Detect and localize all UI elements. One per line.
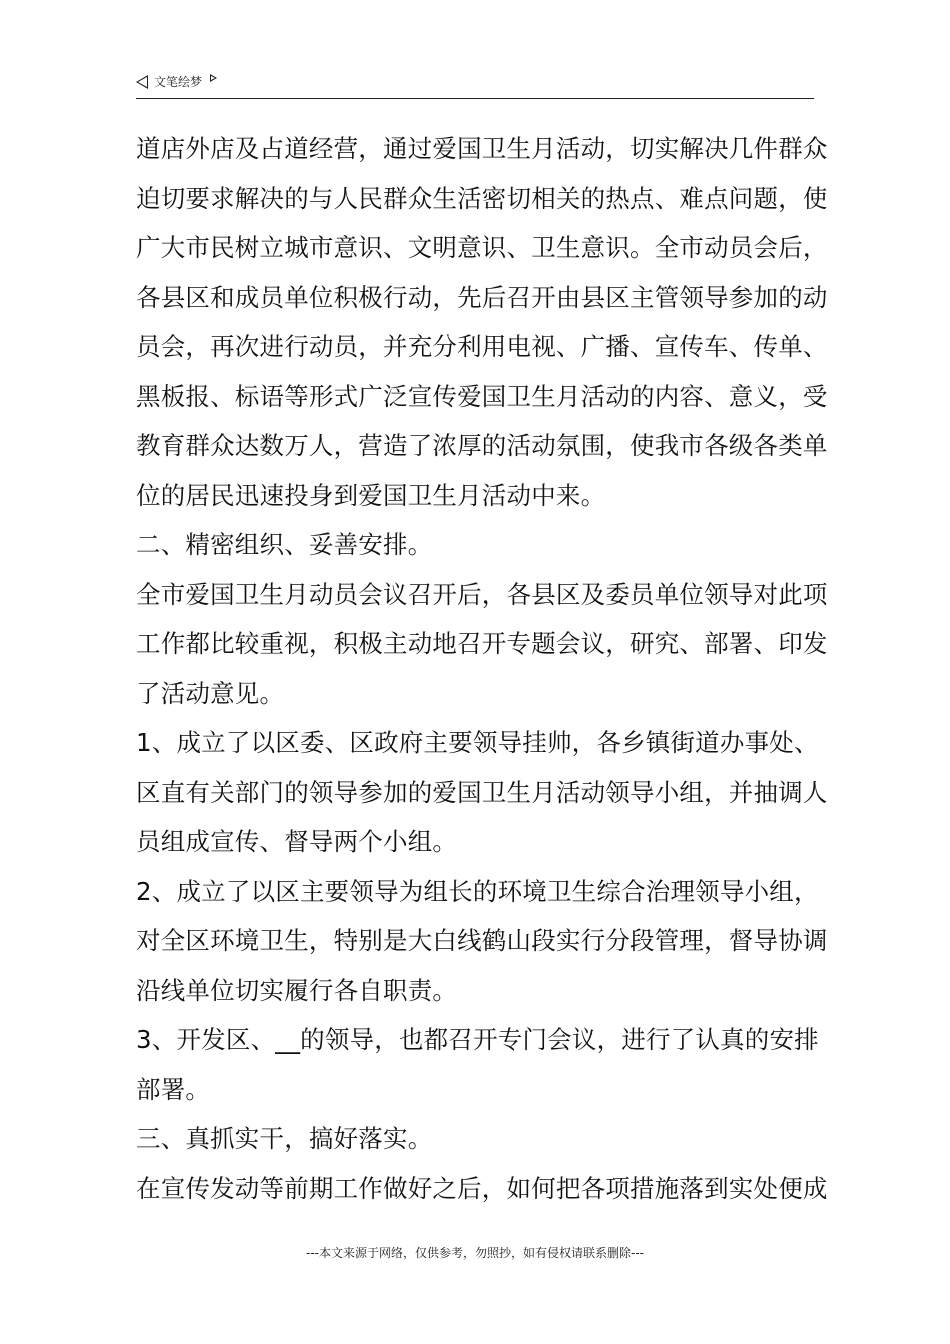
body-line: 广大市民树立城市意识、文明意识、卫生意识。全市动员会后， <box>136 233 828 262</box>
list-item-line: 2、成立了以区主要领导为组长的环境卫生综合治理领导小组， <box>136 876 819 906</box>
body-line: 教育群众达数万人，营造了浓厚的活动氛围，使我市各级各类单 <box>136 431 828 460</box>
document-body <box>136 124 826 1213</box>
section-heading: 二、精密组织、妥善安排。 <box>136 530 433 559</box>
list-item-line: 员组成宣传、督导两个小组。 <box>136 827 458 856</box>
page-header <box>136 70 814 99</box>
body-line: 各县区和成员单位积极行动，先后召开由县区主管领导参加的动 <box>136 282 828 312</box>
triangle-left-icon <box>136 75 148 89</box>
list-item-line: 3、开发区、__的领导，也都召开专门会议，进行了认真的安排 <box>136 1025 819 1054</box>
page-footer: ---本文来源于网络，仅供参考，勿照抄，如有侵权请联系删除--- <box>306 1246 644 1260</box>
header-title-group <box>136 74 217 90</box>
body-line: 员会，再次进行动员，并充分利用电视、广播、宣传车、传单、 <box>136 332 828 361</box>
list-item-line: 1、成立了以区委、区政府主要领导挂帅，各乡镇街道办事处、 <box>136 728 819 757</box>
body-line: 道店外店及占道经营，通过爱国卫生月活动，切实解决几件群众 <box>136 134 828 163</box>
body-line: 黑板报、标语等形式广泛宣传爱国卫生月活动的内容、意义，受 <box>136 381 828 411</box>
body-line: 迫切要求解决的与人民群众生活密切相关的热点、难点问题，使 <box>136 183 828 213</box>
body-line: 在宣传发动等前期工作做好之后，如何把各项措施落到实处便成 <box>136 1173 828 1203</box>
triangle-right-icon <box>210 74 217 82</box>
body-line: 全市爱国卫生月动员会议召开后，各县区及委员单位领导对此项 <box>136 579 828 609</box>
header-title: 文笔绘梦 <box>154 75 203 89</box>
list-item-line: 部署。 <box>136 1074 211 1104</box>
list-item-line: 区直有关部门的领导参加的爱国卫生月活动领导小组，并抽调人 <box>136 777 828 807</box>
body-line: 工作都比较重视，积极主动地召开专题会议，研究、部署、印发 <box>136 629 828 658</box>
body-line: 位的居民迅速投身到爱国卫生月活动中来。 <box>136 480 606 510</box>
body-line: 了活动意见。 <box>136 678 285 708</box>
section-heading: 三、真抓实干，搞好落实。 <box>136 1124 433 1153</box>
list-item-line: 沿线单位切实履行各自职责。 <box>136 975 458 1005</box>
list-item-line: 对全区环境卫生，特别是大白线鹤山段实行分段管理，督导协调 <box>136 926 828 955</box>
